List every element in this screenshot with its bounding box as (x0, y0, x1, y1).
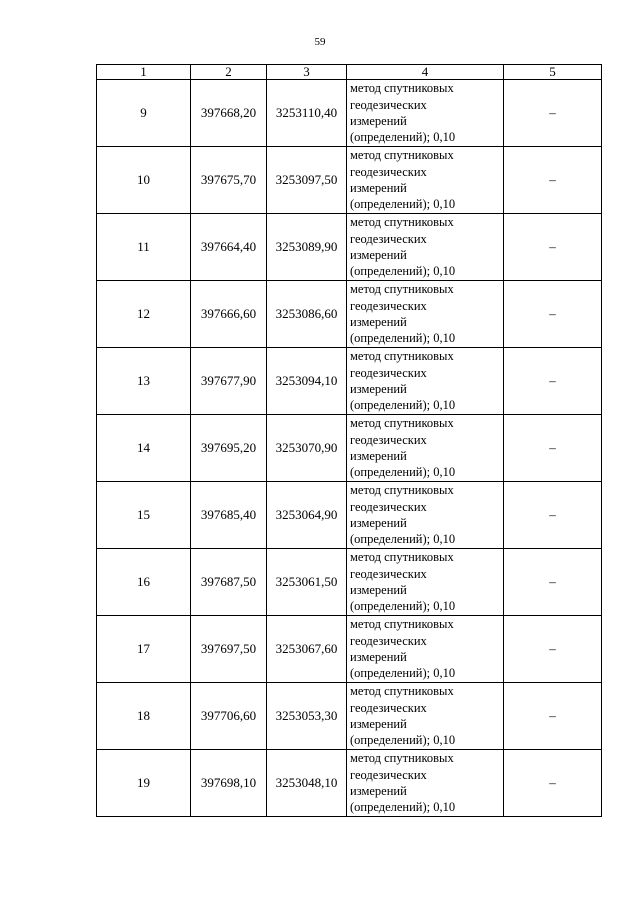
table-row (97, 683, 602, 750)
table-row (97, 415, 602, 482)
y-coordinate-cell: 3253086,60 (267, 281, 347, 348)
y-coordinate-cell: 3253070,90 (267, 415, 347, 482)
table-body (97, 80, 602, 817)
description-cell: – (504, 616, 602, 683)
point-number-cell: 11 (97, 214, 191, 281)
method-accuracy-cell: метод спутниковых геодезических измерений (определений); 0,10 (347, 549, 504, 616)
method-accuracy-cell: метод спутниковых геодезических измерений (определений); 0,10 (347, 348, 504, 415)
column-header-2: 2 (191, 65, 267, 80)
table-header-row (97, 65, 602, 80)
y-coordinate-cell: 3253089,90 (267, 214, 347, 281)
method-accuracy-cell: метод спутниковых геодезических измерений (определений); 0,10 (347, 281, 504, 348)
description-cell: – (504, 348, 602, 415)
method-accuracy-cell: метод спутниковых геодезических измерений (определений); 0,10 (347, 214, 504, 281)
description-cell: – (504, 750, 602, 817)
description-cell: – (504, 147, 602, 214)
table-row (97, 348, 602, 415)
x-coordinate-cell: 397668,20 (191, 80, 267, 147)
table-row (97, 214, 602, 281)
method-accuracy-cell: метод спутниковых геодезических измерений (определений); 0,10 (347, 750, 504, 817)
method-accuracy-cell: метод спутниковых геодезических измерений (определений); 0,10 (347, 616, 504, 683)
x-coordinate-cell: 397664,40 (191, 214, 267, 281)
column-header-1: 1 (97, 65, 191, 80)
y-coordinate-cell: 3253048,10 (267, 750, 347, 817)
x-coordinate-cell: 397666,60 (191, 281, 267, 348)
point-number-cell: 14 (97, 415, 191, 482)
table-row (97, 482, 602, 549)
x-coordinate-cell: 397685,40 (191, 482, 267, 549)
x-coordinate-cell: 397675,70 (191, 147, 267, 214)
method-accuracy-cell: метод спутниковых геодезических измерений (определений); 0,10 (347, 147, 504, 214)
column-header-3: 3 (267, 65, 347, 80)
y-coordinate-cell: 3253064,90 (267, 482, 347, 549)
point-number-cell: 16 (97, 549, 191, 616)
table-row (97, 750, 602, 817)
point-number-cell: 12 (97, 281, 191, 348)
page-number: 59 (314, 36, 326, 48)
y-coordinate-cell: 3253097,50 (267, 147, 347, 214)
column-header-5: 5 (504, 65, 602, 80)
y-coordinate-cell: 3253053,30 (267, 683, 347, 750)
x-coordinate-cell: 397677,90 (191, 348, 267, 415)
description-cell: – (504, 549, 602, 616)
table-row (97, 549, 602, 616)
table-row (97, 616, 602, 683)
x-coordinate-cell: 397695,20 (191, 415, 267, 482)
coordinates-table (96, 64, 602, 817)
point-number-cell: 15 (97, 482, 191, 549)
point-number-cell: 19 (97, 750, 191, 817)
point-number-cell: 18 (97, 683, 191, 750)
description-cell: – (504, 482, 602, 549)
point-number-cell: 17 (97, 616, 191, 683)
x-coordinate-cell: 397698,10 (191, 750, 267, 817)
x-coordinate-cell: 397706,60 (191, 683, 267, 750)
method-accuracy-cell: метод спутниковых геодезических измерений (определений); 0,10 (347, 80, 504, 147)
column-header-4: 4 (347, 65, 504, 80)
point-number-cell: 10 (97, 147, 191, 214)
table-row (97, 80, 602, 147)
description-cell: – (504, 80, 602, 147)
method-accuracy-cell: метод спутниковых геодезических измерений (определений); 0,10 (347, 683, 504, 750)
method-accuracy-cell: метод спутниковых геодезических измерений (определений); 0,10 (347, 482, 504, 549)
description-cell: – (504, 415, 602, 482)
point-number-cell: 13 (97, 348, 191, 415)
table-row (97, 281, 602, 348)
y-coordinate-cell: 3253094,10 (267, 348, 347, 415)
description-cell: – (504, 683, 602, 750)
y-coordinate-cell: 3253110,40 (267, 80, 347, 147)
table-row (97, 147, 602, 214)
point-number-cell: 9 (97, 80, 191, 147)
x-coordinate-cell: 397687,50 (191, 549, 267, 616)
x-coordinate-cell: 397697,50 (191, 616, 267, 683)
y-coordinate-cell: 3253067,60 (267, 616, 347, 683)
description-cell: – (504, 214, 602, 281)
method-accuracy-cell: метод спутниковых геодезических измерений (определений); 0,10 (347, 415, 504, 482)
y-coordinate-cell: 3253061,50 (267, 549, 347, 616)
description-cell: – (504, 281, 602, 348)
